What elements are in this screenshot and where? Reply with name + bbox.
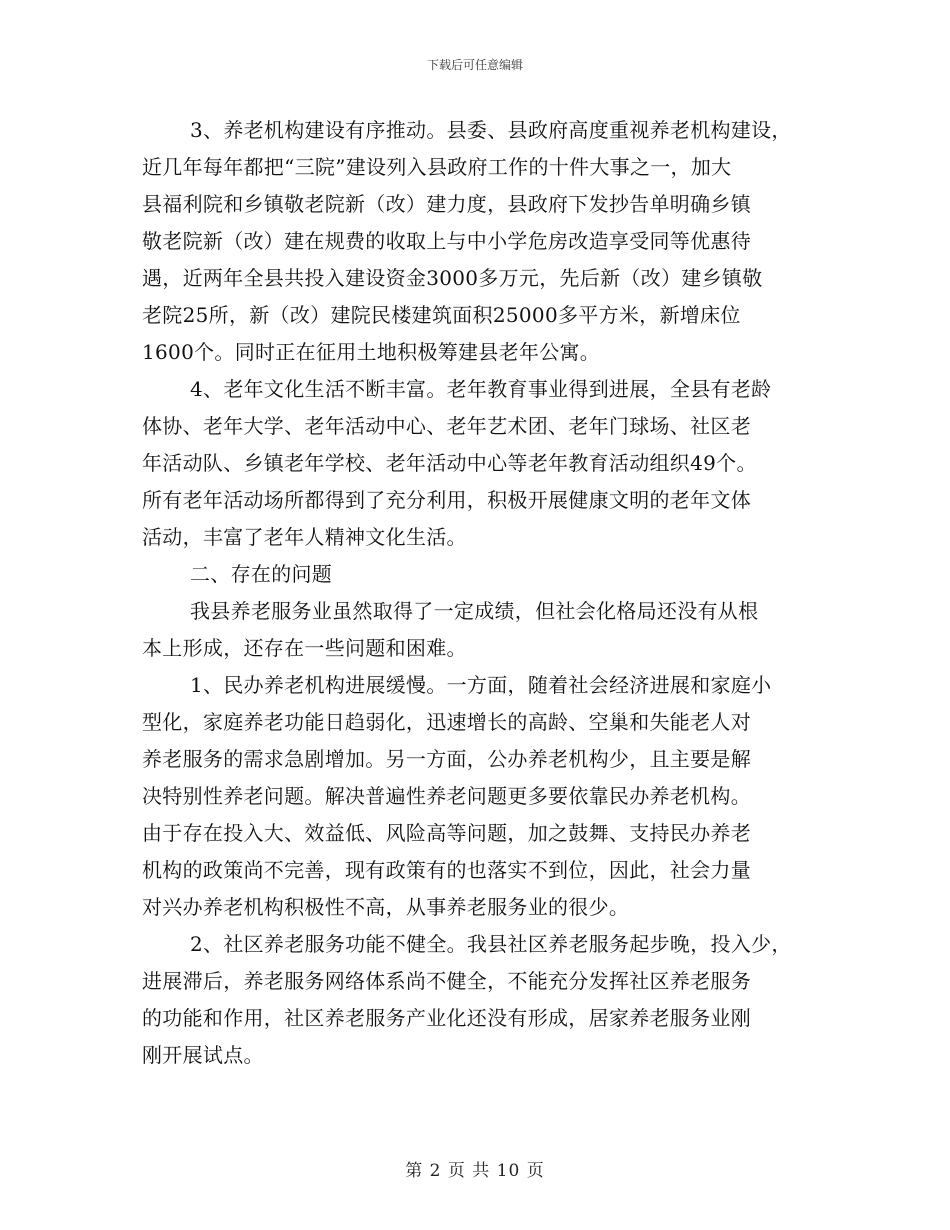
text-line: 我县养老服务业虽然取得了一定成绩，但社会化格局还没有从根 xyxy=(190,599,759,623)
text-line: 活动，丰富了老年人精神文化生活。 xyxy=(142,525,467,549)
page-number: 第 2 页 共 10 页 xyxy=(405,1161,545,1181)
text-line: 县福利院和乡镇敬老院新（改）建力度，县政府下发抄告单明确乡镇 xyxy=(142,192,751,216)
text-line: 近几年每年都把“三院”建设列入县政府工作的十件大事之一，加大 xyxy=(142,155,732,179)
text-line: 2、社区养老服务功能不健全。我县社区养老服务起步晚，投入少， xyxy=(190,932,792,956)
text-line: 本上形成，还存在一些问题和困难。 xyxy=(142,636,467,660)
text-line: 1600个。同时正在征用土地积极筹建县老年公寓。 xyxy=(142,340,601,364)
section-heading: 二、存在的问题 xyxy=(190,562,333,586)
page-header-note: 下载后可任意编辑 xyxy=(426,58,523,72)
text-line: 由于存在投入大、效益低、风险高等问题，加之鼓舞、支持民办养老 xyxy=(142,821,751,845)
text-line: 型化，家庭养老功能日趋弱化，迅速增长的高龄、空巢和失能老人对 xyxy=(142,710,751,734)
text-line: 养老服务的需求急剧增加。另一方面，公办养老机构少，且主要是解 xyxy=(142,747,751,771)
text-line: 所有老年活动场所都得到了充分利用，积极开展健康文明的老年文体 xyxy=(142,488,751,512)
text-line: 3、养老机构建设有序推动。县委、县政府高度重视养老机构建设， xyxy=(190,118,792,142)
text-line: 遇，近两年全县共投入建设资金3000多万元，先后新（改）建乡镇敬 xyxy=(142,266,763,290)
text-line: 老院25所，新（改）建院民楼建筑面积25000多平方米，新增床位 xyxy=(142,303,741,327)
text-line: 敬老院新（改）建在规费的收取上与中小学危房改造享受同等优惠待 xyxy=(142,229,751,253)
text-line: 年活动队、乡镇老年学校、老年活动中心等老年教育活动组织49个。 xyxy=(142,451,757,475)
text-line: 机构的政策尚不完善，现有政策有的也落实不到位，因此，社会力量 xyxy=(142,858,751,882)
text-line: 体协、老年大学、老年活动中心、老年艺术团、老年门球场、社区老 xyxy=(142,414,751,438)
text-line: 刚开展试点。 xyxy=(142,1043,264,1067)
text-line: 4、老年文化生活不断丰富。老年教育事业得到进展，全县有老龄 xyxy=(190,377,772,401)
text-line: 进展滞后，养老服务网络体系尚不健全，不能充分发挥社区养老服务 xyxy=(142,969,751,993)
text-line: 的功能和作用，社区养老服务产业化还没有形成，居家养老服务业刚 xyxy=(142,1006,751,1030)
text-line: 决特别性养老问题。解决普遍性养老问题更多要依靠民办养老机构。 xyxy=(142,784,751,808)
text-line: 对兴办养老机构积极性不高，从事养老服务业的很少。 xyxy=(142,895,630,919)
text-line: 1、民办养老机构进展缓慢。一方面，随着社会经济进展和家庭小 xyxy=(190,673,772,697)
